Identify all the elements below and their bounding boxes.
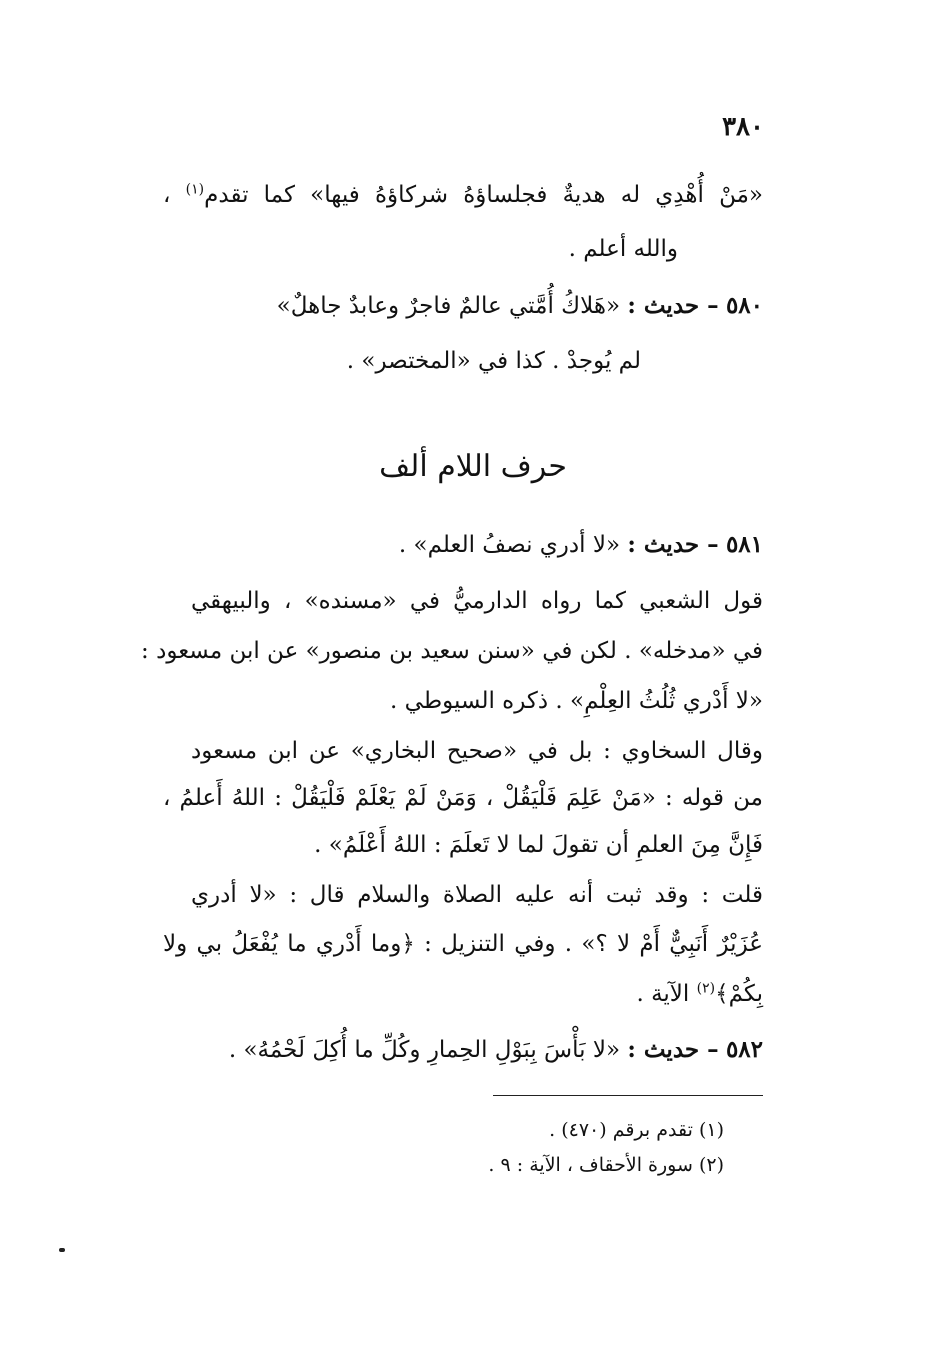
hadith-582-text: «لا بَأْسَ بِبَوْلِ الحِمارِ وكُلِّ ما أُكِلَ لَحْمُهُ» . (228, 1037, 621, 1063)
footnote-separator (493, 1095, 763, 1096)
line-1 (163, 177, 763, 213)
hadith-582-heading (229, 1032, 763, 1068)
paragraph-3-line-3-text: بِكُمْ﴾ (715, 981, 763, 1007)
footnote-ref-1: (١) (185, 181, 205, 198)
footnote-ref-2: (٢) (696, 980, 716, 997)
paragraph-2-line-1: وقال السخاوي : بل في «صحيح البخاري» عن ابن مسعود (191, 738, 763, 764)
hadith-580-heading (277, 288, 763, 324)
hadith-582-label: – حديث : (627, 1036, 719, 1063)
footnote-1-text: تقدم برقم (٤٧٠) . (549, 1119, 693, 1141)
paragraph-3-line-3 (636, 976, 763, 1012)
line-1-end: ، (163, 182, 171, 208)
line-1-text: «مَنْ أُهْدِي له هديةٌ فجلساؤهُ شركاؤهُ فيها» كما تقدم (204, 182, 763, 208)
paragraph-3-line-2: عُزَيْرٌ أَنَبِيٌّ أَمْ لا ؟» . وفي التنزيل : ﴿وما أَدْري ما يُفْعَلُ بي ولا (163, 931, 763, 957)
paragraph-2-line-3: فَإِنَّ مِنَ العلمِ أن تقولَ لما لا تَعلَمَ : اللهُ أَعْلَمُ» . (314, 832, 763, 858)
paragraph-1-line-1: قول الشعبي كما رواه الدارميُّ في «مسنده» ، والبيهقي (191, 588, 763, 614)
line-2: والله أعلم . (568, 236, 678, 262)
hadith-580-note: لم يُوجدْ . كذا في «المختصر» . (346, 348, 641, 374)
paragraph-1-line-3: «لا أَدْري ثُلُثُ العِلْمِ» . ذكره السيوطي . (390, 688, 763, 714)
footnote-2-text: سورة الأحقاف ، الآية : ٩ . (488, 1154, 693, 1176)
paragraph-1-line-2: في «مدخله» . لكن في «سنن سعيد بن منصور» عن ابن مسعود : (141, 638, 763, 664)
paragraph-3-line-1: قلت : وقد ثبت أنه عليه الصلاة والسلام قال : «لا أدري (191, 882, 763, 908)
page-number: ٣٨٠ (722, 112, 764, 142)
hadith-581-text: «لا أدري نصفُ العلم» . (398, 532, 621, 558)
paragraph-3-line-3-end: الآية . (636, 981, 690, 1007)
hadith-580-label: – حديث : (627, 292, 719, 319)
footnote-2 (488, 1150, 724, 1180)
hadith-580-text: «هَلاكُ أُمَّتي عالمٌ فاجرٌ وعابدٌ جاهلٌ» (276, 293, 621, 319)
hadith-580-number: ٥٨٠ (725, 292, 763, 319)
hadith-581-number: ٥٨١ (725, 531, 763, 558)
scan-speck (59, 1248, 65, 1252)
paragraph-2-line-2: من قوله : «مَنْ عَلِمَ فَلْيَقُلْ ، وَمَنْ لَمْ يَعْلَمْ فَلْيَقُلْ : اللهُ أَعلمُ ، (163, 785, 763, 811)
hadith-581-heading (399, 527, 763, 563)
hadith-582-number: ٥٨٢ (725, 1036, 763, 1063)
footnote-1-mark: (١) (698, 1119, 724, 1141)
hadith-581-label: – حديث : (627, 531, 719, 558)
footnote-1 (549, 1115, 724, 1145)
footnote-2-mark: (٢) (698, 1154, 724, 1176)
section-heading: حرف اللام ألف (379, 449, 567, 484)
